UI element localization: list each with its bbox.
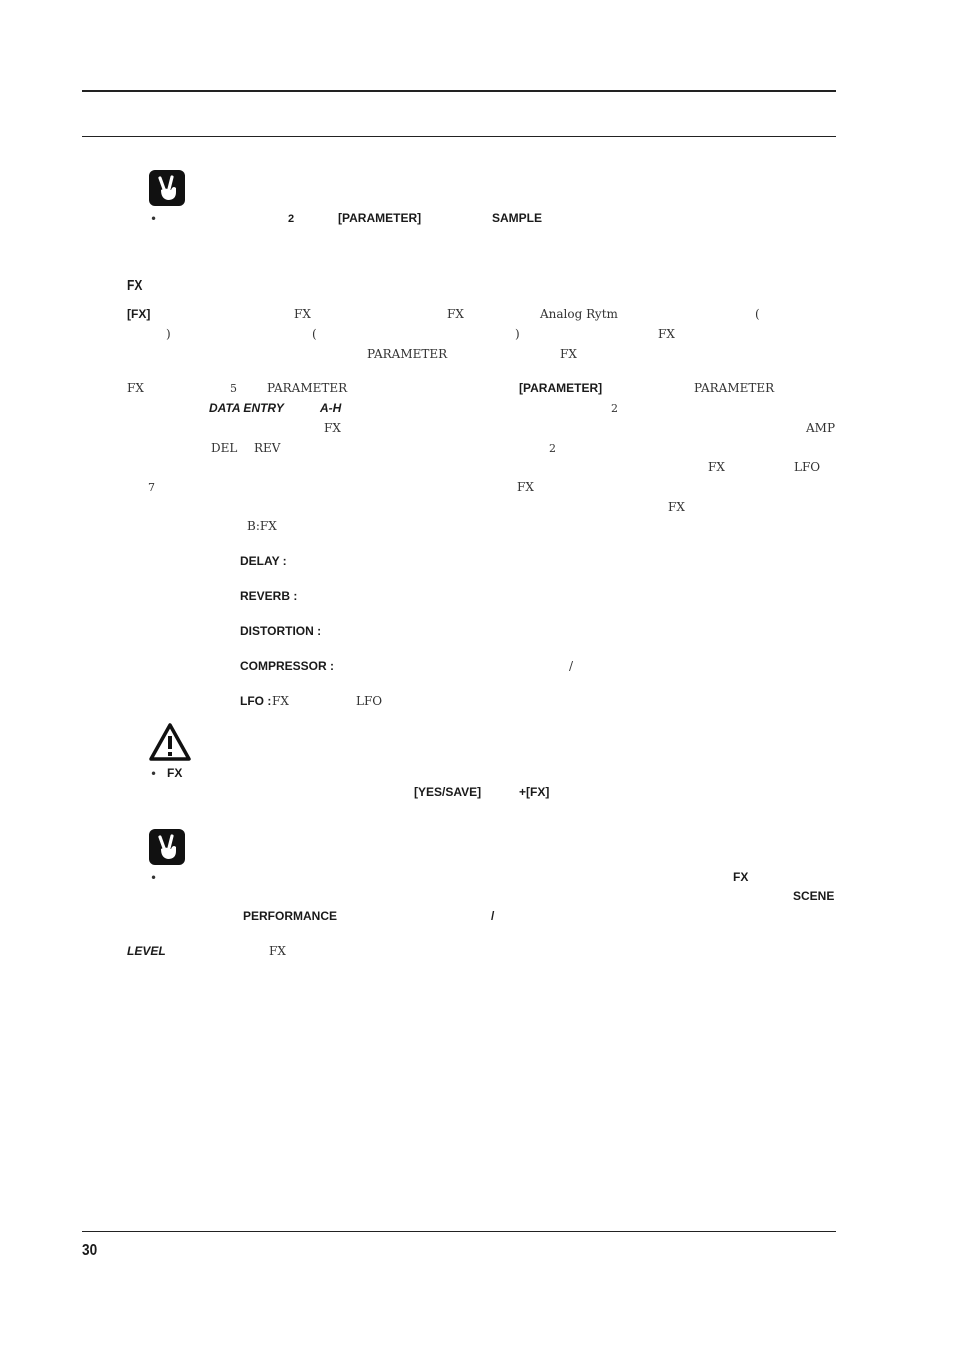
item-lfo-lfo: LFO [356, 694, 383, 708]
p1-paren-open1: ( [755, 307, 760, 321]
p2-number-7: 7 [148, 481, 155, 494]
item-delay: DELAY : [240, 554, 287, 568]
p1-paren-open2: ( [312, 327, 317, 341]
note1-sample: SAMPLE [492, 211, 543, 225]
item-compressor-slash: / [569, 659, 574, 673]
p2-number-2a: 2 [611, 402, 618, 415]
note1-number: 2 [288, 213, 295, 225]
peace-hand-icon [149, 829, 185, 868]
p1-fx1: FX [294, 307, 311, 321]
p2-bfx: B:FX [247, 519, 277, 533]
item-reverb: REVERB : [240, 589, 298, 603]
note1-parameter-key: [PARAMETER] [338, 211, 422, 225]
level-label: LEVEL [127, 944, 166, 958]
p2-fx2: FX [324, 421, 341, 435]
note2-bullet: • [150, 871, 158, 885]
fx-key: [FX] [127, 307, 151, 321]
p2-rev: REV [254, 441, 281, 455]
p2-data-entry: DATA ENTRY [209, 401, 284, 415]
note2-scene: SCENE [793, 889, 835, 903]
p2-number-5: 5 [230, 382, 237, 395]
peace-hand-icon [149, 170, 185, 209]
note2-fx: FX [733, 870, 749, 884]
p2-fx3: FX [708, 460, 725, 474]
item-distortion: DISTORTION : [240, 624, 322, 638]
warning-yes-save-key: [YES/SAVE] [414, 785, 482, 799]
p1-parameter: PARAMETER [367, 347, 448, 361]
p2-lfo: LFO [794, 460, 821, 474]
p2-fx5: FX [668, 500, 685, 514]
item-lfo-fx: FX [272, 694, 289, 708]
note1-bullet: • [150, 212, 158, 226]
p2-number-2b: 2 [549, 442, 556, 455]
footer-rule [82, 1231, 836, 1232]
level-fx: FX [269, 944, 286, 958]
p1-analog-rytm: Analog Rytm [540, 307, 618, 321]
p2-parameter2: PARAMETER [694, 381, 775, 395]
item-compressor: COMPRESSOR : [240, 659, 335, 673]
page-number: 30 [82, 1242, 98, 1259]
p2-fx4: FX [517, 480, 534, 494]
note2-performance: PERFORMANCE [243, 909, 338, 923]
p2-a-h: A-H [320, 401, 342, 415]
p1-paren-close2: ) [515, 327, 520, 341]
p2-fx: FX [127, 381, 144, 395]
p1-fx2: FX [447, 307, 464, 321]
section-heading-fx: FX [127, 277, 143, 294]
warning-bullet: • [150, 767, 158, 781]
p1-fx4: FX [560, 347, 577, 361]
p2-parameter1: PARAMETER [267, 381, 348, 395]
p2-parameter-key: [PARAMETER] [519, 381, 603, 395]
note2-slash: / [491, 909, 495, 923]
warning-icon [148, 722, 192, 765]
warning-fx-key: +[FX] [519, 785, 550, 799]
p2-del: DEL [211, 441, 238, 455]
header-rule-top [82, 90, 836, 92]
item-lfo: LFO : [240, 694, 272, 708]
warning-fx: FX [167, 766, 183, 780]
p2-amp: AMP [806, 421, 836, 435]
header-rule-bottom [82, 136, 836, 137]
p1-paren-close1: ) [166, 327, 171, 341]
p1-fx3: FX [658, 327, 675, 341]
